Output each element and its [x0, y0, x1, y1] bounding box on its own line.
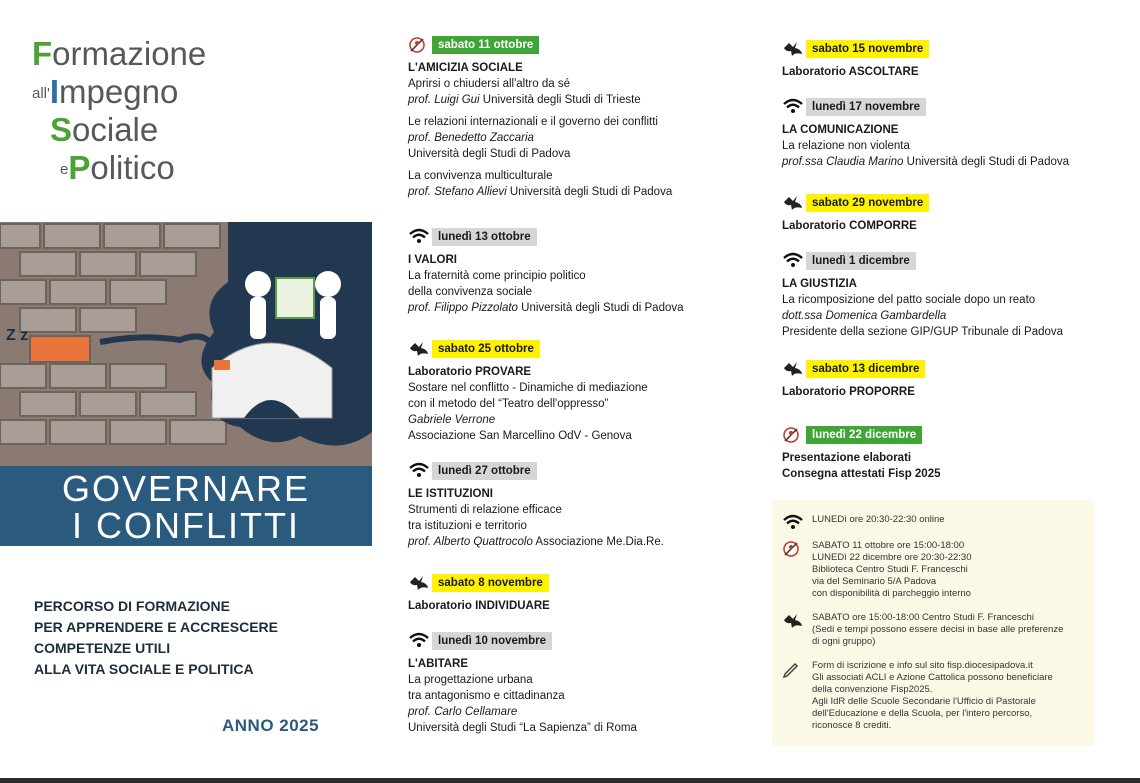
event-block [782, 40, 1140, 80]
location-icon [408, 36, 430, 54]
logo-word-sociale: ociale [72, 111, 159, 148]
event-line-text: Università degli Studi di Padova [408, 148, 571, 160]
info-presence-line: Biblioteca Centro Studi F. Franceschi [812, 564, 968, 575]
event-affiliation: Università degli Studi di Padova [506, 186, 673, 198]
event-text [408, 76, 768, 92]
event-date-row [782, 360, 1140, 378]
event-line-text: LE ISTITUZIONI [408, 488, 493, 500]
info-lab [782, 612, 1082, 648]
event-affiliation: Università degli Studi di Padova [517, 302, 684, 314]
event-block [408, 574, 768, 614]
event-date: sabato 29 novembre [806, 194, 929, 212]
info-online-text: LUNEDì ore 20:30-22:30 online [812, 514, 945, 525]
wifi-icon [782, 98, 804, 116]
pencil-icon [782, 660, 812, 732]
event-text [408, 688, 768, 704]
svg-text:Z z: Z z [6, 327, 29, 344]
wifi-icon [408, 228, 430, 246]
event-line-text: La relazione non violenta [782, 140, 910, 152]
course-description-line: ALLA VITA SOCIALE E POLITICA [34, 661, 254, 677]
event-block [782, 426, 1140, 482]
event-title [782, 218, 1140, 234]
event-title [408, 486, 768, 502]
event-speaker [408, 300, 768, 316]
event-text [408, 380, 768, 396]
event-line-text: LA COMUNICAZIONE [782, 124, 899, 136]
event-line-text: prof. Benedetto Zaccaria [408, 132, 534, 144]
info-lab-line: (Sedi e tempi possono essere decisi in base alle preferenze [812, 624, 1064, 635]
bird-icon [408, 340, 430, 358]
wifi-icon [782, 252, 804, 270]
wifi-icon [782, 514, 812, 534]
event-block [782, 252, 1140, 340]
event-line-text: I VALORI [408, 254, 457, 266]
poster-title-line2: I CONFLITTI [72, 505, 300, 546]
event-line-text: Presidente della sezione GIP/GUP Tribunale di Padova [782, 326, 1064, 338]
event-title [408, 598, 768, 614]
event-line-text: Gabriele Verrone [408, 414, 496, 426]
event-line-text: prof. Stefano Allievi [408, 186, 507, 198]
event-line-text: L'AMICIZIA SOCIALE [408, 62, 523, 74]
event-text [408, 284, 768, 300]
event-date-row [408, 340, 768, 358]
event-speaker [408, 92, 768, 108]
event-text [408, 428, 768, 444]
event-affiliation: Università degli Studi di Padova [903, 156, 1070, 168]
event-date-row [408, 228, 768, 246]
wifi-icon [408, 632, 430, 650]
event-text [408, 114, 768, 130]
event-line-text: tra istituzioni e territorio [408, 520, 527, 532]
event-affiliation: Associazione Me.Dia.Re. [532, 536, 664, 548]
info-lab-line: SABATO ore 15:00-18:00 Centro Studi F. Franceschi [812, 612, 1034, 623]
event-date: sabato 8 novembre [432, 574, 549, 592]
event-line-text: prof. Alberto Quattrocolo [408, 536, 533, 548]
info-form-line: della convenzione Fisp2025. [812, 684, 933, 695]
event-text [782, 292, 1140, 308]
event-date-row [408, 36, 768, 54]
event-date: lunedì 1 dicembre [806, 252, 916, 270]
event-line-text: Le relazioni internazionali e il governo dei conflitti [408, 116, 658, 128]
logo-word-politico: olitico [90, 149, 175, 186]
event-line-text: prof. Luigi Gui [408, 94, 480, 106]
event-line-text: Laboratorio COMPORRE [782, 220, 917, 232]
event-title [408, 364, 768, 380]
course-description-line: COMPETENZE UTILI [34, 640, 171, 656]
event-line-text: Laboratorio PROPORRE [782, 386, 915, 398]
event-line-text: LA GIUSTIZIA [782, 278, 857, 290]
info-online [782, 514, 1082, 534]
info-form-line: riconosce 8 crediti. [812, 720, 892, 731]
event-date: lunedì 22 dicembre [806, 426, 922, 444]
event-affiliation: Università degli Studi di Trieste [479, 94, 641, 106]
event-text [408, 518, 768, 534]
event-block [782, 360, 1140, 400]
event-line-text: Strumenti di relazione efficace [408, 504, 562, 516]
event-line-text: dott.ssa Domenica Gambardella [782, 310, 947, 322]
event-date: lunedì 27 ottobre [432, 462, 537, 480]
event-date-row [408, 462, 768, 480]
event-line-text: La ricomposizione del patto sociale dopo un reato [782, 294, 1036, 306]
event-date: lunedì 10 novembre [432, 632, 552, 650]
event-speaker [408, 704, 768, 720]
bottom-rule [0, 778, 1140, 783]
info-form-line: dell'Educazione e della Scuola, per l'intero percorso, [812, 708, 1033, 719]
event-block [408, 632, 768, 736]
event-speaker [408, 184, 768, 200]
event-line-text: Associazione San Marcellino OdV - Genova [408, 430, 632, 442]
event-date: sabato 11 ottobre [432, 36, 539, 54]
event-line-text: Università degli Studi “La Sapienza” di Roma [408, 722, 637, 734]
event-text [408, 146, 768, 162]
event-line-text: Laboratorio PROVARE [408, 366, 532, 378]
event-line-text: Presentazione elaborati [782, 452, 912, 464]
info-form-line: Gli associati ACLI e Azione Cattolica possono beneficiare [812, 672, 1053, 683]
event-line-text: Laboratorio ASCOLTARE [782, 66, 919, 78]
info-box [772, 500, 1094, 746]
event-date-row [782, 194, 1140, 212]
event-date-row [408, 632, 768, 650]
event-date: lunedì 17 novembre [806, 98, 926, 116]
year-label: ANNO 2025 [222, 716, 320, 735]
event-date: sabato 25 ottobre [432, 340, 540, 358]
event-line-text: prof. Carlo Cellamare [408, 706, 518, 718]
location-icon [782, 540, 812, 600]
event-title [408, 60, 768, 76]
event-speaker [408, 412, 768, 428]
info-presence-line: con disponibilità di parcheggio interno [812, 588, 971, 599]
bird-icon [782, 360, 804, 378]
event-date: sabato 13 dicembre [806, 360, 925, 378]
event-line-text: prof. Filippo Pizzolato [408, 302, 518, 314]
event-text [408, 168, 768, 184]
event-line-text: tra antagonismo e cittadinanza [408, 690, 565, 702]
event-speaker [782, 308, 1140, 324]
event-date-row [782, 40, 1140, 58]
event-title [782, 276, 1140, 292]
event-line-text: L'ABITARE [408, 658, 469, 670]
bird-icon [782, 194, 804, 212]
event-line-text: con il metodo del “Teatro dell'oppresso” [408, 398, 609, 410]
event-date: sabato 15 novembre [806, 40, 929, 58]
logo-letter-p: P [68, 149, 91, 186]
event-date-row [782, 98, 1140, 116]
info-form-line: Form di iscrizione e info sul sito fisp.diocesipadova.it [812, 660, 1033, 671]
event-text [408, 268, 768, 284]
event-title [782, 450, 1140, 466]
bird-icon [782, 40, 804, 58]
event-title [782, 466, 1140, 482]
event-line-text: Laboratorio INDIVIDUARE [408, 600, 550, 612]
event-line-text: La progettazione urbana [408, 674, 533, 686]
poster-title [0, 466, 372, 546]
event-text [408, 396, 768, 412]
info-form-line: Agli IdR delle Scuole Secondarie l'Ufficio di Pastorale [812, 696, 1036, 707]
logo-letter-i: I [49, 73, 60, 110]
event-text [408, 720, 768, 736]
event-title [782, 64, 1140, 80]
course-description-line: PER APPRENDERE E ACCRESCERE [34, 619, 279, 635]
event-title [408, 656, 768, 672]
event-block [408, 462, 768, 550]
event-block [408, 228, 768, 316]
event-speaker [782, 154, 1140, 170]
poster-title-line1: GOVERNARE [61, 468, 311, 509]
event-speaker [408, 534, 768, 550]
info-presence-line: LUNEDì 22 dicembre ore 20:30-22:30 [812, 552, 972, 563]
event-title [782, 122, 1140, 138]
event-line-text: Sostare nel conflitto - Dinamiche di mediazione [408, 382, 648, 394]
info-lab-line: di ogni gruppo) [812, 636, 876, 647]
event-block [408, 340, 768, 444]
event-title [408, 252, 768, 268]
wifi-icon [408, 462, 430, 480]
event-date-row [782, 252, 1140, 270]
location-icon [782, 426, 804, 444]
event-line-text: prof.ssa Claudia Marino [782, 156, 904, 168]
event-title [782, 384, 1140, 400]
event-line-text: Consegna attestati Fisp 2025 [782, 468, 941, 480]
logo-letter-f: F [32, 35, 53, 72]
event-block [408, 36, 768, 200]
logo-word-all: all' [32, 85, 50, 102]
course-description-line: PERCORSO DI FORMAZIONE [34, 598, 231, 614]
event-date: lunedì 13 ottobre [432, 228, 537, 246]
logo-word-formazione: ormazione [52, 35, 207, 72]
event-block [782, 194, 1140, 234]
event-text [408, 502, 768, 518]
course-description [34, 596, 354, 680]
event-line-text: della convivenza sociale [408, 286, 533, 298]
event-block [782, 98, 1140, 170]
brick-wall-illustration [0, 222, 372, 466]
event-date-row [782, 426, 1140, 444]
event-speaker [408, 130, 768, 146]
info-presence-line: SABATO 11 ottobre ore 15:00-18:00 [812, 540, 965, 551]
logo-letter-s: S [50, 111, 73, 148]
event-text [782, 324, 1140, 340]
logo-word-impegno: mpegno [59, 73, 179, 110]
event-line-text: Aprirsi o chiudersi all'altro da sé [408, 78, 570, 90]
bird-icon [782, 612, 812, 648]
logo-word-e: e [60, 161, 69, 178]
event-line-text: La convivenza multiculturale [408, 170, 553, 182]
event-date-row [408, 574, 768, 592]
info-presence [782, 540, 1082, 600]
poster-illustration [0, 222, 372, 546]
info-form [782, 660, 1082, 732]
event-text [408, 672, 768, 688]
bird-icon [408, 574, 430, 592]
event-line-text: La fraternità come principio politico [408, 270, 586, 282]
info-presence-line: via del Seminario 5/A Padova [812, 576, 937, 587]
event-text [782, 138, 1140, 154]
